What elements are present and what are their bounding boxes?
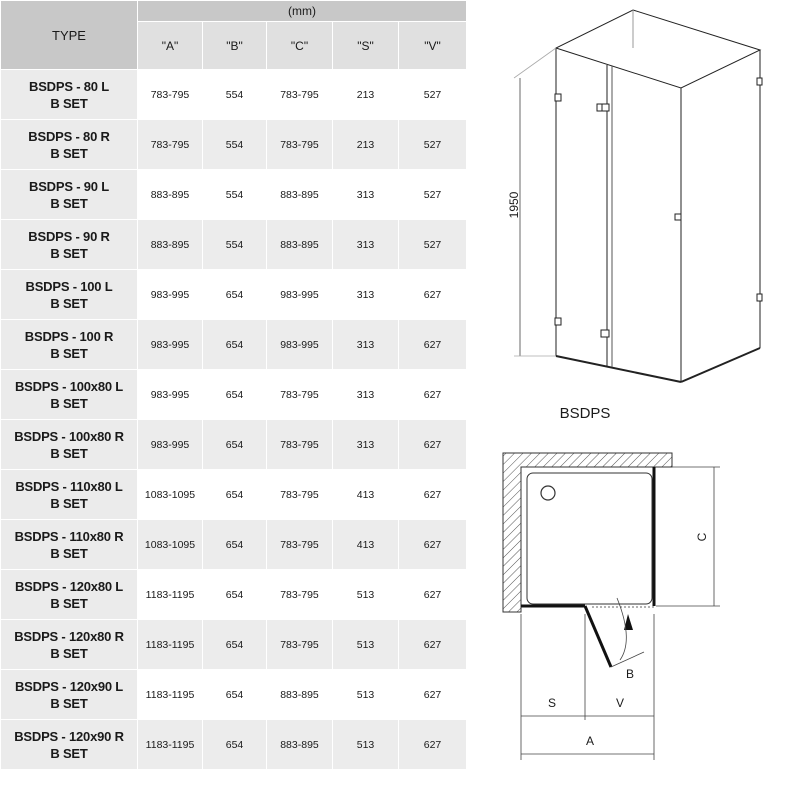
value-cell-c: 983-995	[267, 320, 333, 370]
type-set: B SET	[50, 445, 88, 461]
column-header-b: "B"	[203, 22, 267, 70]
value-cell-a: 983-995	[138, 320, 203, 370]
value-cell-c: 783-795	[267, 470, 333, 520]
value-cell-b: 654	[203, 320, 267, 370]
dim-c-label: C	[695, 532, 709, 542]
type-set: B SET	[50, 295, 88, 311]
type-set: B SET	[50, 545, 88, 561]
value-cell-c: 983-995	[267, 270, 333, 320]
value-cell-a: 783-795	[138, 120, 203, 170]
type-name: BSDPS - 120x90 R	[14, 728, 124, 744]
dim-b-label: B	[625, 667, 635, 681]
value-cell-c: 783-795	[267, 120, 333, 170]
type-name: BSDPS - 120x80 R	[14, 628, 124, 644]
type-set: B SET	[50, 395, 88, 411]
value-cell-c: 883-895	[267, 170, 333, 220]
value-cell-b: 554	[203, 220, 267, 270]
value-cell-c: 783-795	[267, 520, 333, 570]
value-cell-s: 513	[333, 720, 399, 770]
type-set: B SET	[50, 195, 88, 211]
value-cell-c: 883-895	[267, 670, 333, 720]
value-cell-v: 527	[399, 170, 467, 220]
value-cell-a: 1183-1195	[138, 720, 203, 770]
value-cell-s: 513	[333, 620, 399, 670]
column-header-v: "V"	[399, 22, 467, 70]
value-cell-a: 1083-1095	[138, 470, 203, 520]
value-cell-b: 554	[203, 70, 267, 120]
type-name: BSDPS - 80 L	[29, 78, 109, 94]
value-cell-a: 983-995	[138, 420, 203, 470]
value-cell-s: 313	[333, 320, 399, 370]
value-cell-s: 313	[333, 170, 399, 220]
value-cell-b: 654	[203, 670, 267, 720]
value-cell-s: 313	[333, 420, 399, 470]
type-name: BSDPS - 120x80 L	[14, 578, 124, 594]
value-cell-s: 313	[333, 270, 399, 320]
plan-view-drawing	[503, 453, 720, 760]
value-cell-a: 1183-1195	[138, 670, 203, 720]
value-cell-b: 654	[203, 370, 267, 420]
value-cell-c: 883-895	[267, 220, 333, 270]
value-cell-s: 313	[333, 370, 399, 420]
value-cell-v: 527	[399, 120, 467, 170]
unit-header: (mm)	[138, 1, 467, 22]
type-set: B SET	[50, 645, 88, 661]
value-cell-b: 554	[203, 170, 267, 220]
column-header-c: "C"	[267, 22, 333, 70]
value-cell-s: 313	[333, 220, 399, 270]
value-cell-a: 1183-1195	[138, 620, 203, 670]
type-name: BSDPS - 110x80 L	[15, 478, 123, 494]
height-label: 1950	[507, 191, 521, 219]
type-name: BSDPS - 80 R	[28, 128, 110, 144]
value-cell-b: 554	[203, 120, 267, 170]
value-cell-v: 627	[399, 320, 467, 370]
value-cell-a: 883-895	[138, 220, 203, 270]
value-cell-c: 783-795	[267, 70, 333, 120]
value-cell-c: 783-795	[267, 370, 333, 420]
dim-v-label: V	[615, 696, 625, 710]
type-set: B SET	[50, 745, 88, 761]
value-cell-s: 513	[333, 670, 399, 720]
value-cell-s: 513	[333, 570, 399, 620]
type-set: B SET	[50, 245, 88, 261]
value-cell-b: 654	[203, 270, 267, 320]
value-cell-v: 627	[399, 720, 467, 770]
type-name: BSDPS - 110x80 R	[14, 528, 124, 544]
value-cell-a: 883-895	[138, 170, 203, 220]
type-name: BSDPS - 90 L	[29, 178, 109, 194]
value-cell-b: 654	[203, 570, 267, 620]
type-name: BSDPS - 120x90 L	[14, 678, 124, 694]
value-cell-v: 627	[399, 420, 467, 470]
type-set: B SET	[50, 695, 88, 711]
value-cell-b: 654	[203, 420, 267, 470]
value-cell-a: 983-995	[138, 270, 203, 320]
type-set: B SET	[50, 495, 88, 511]
value-cell-v: 627	[399, 520, 467, 570]
value-cell-v: 627	[399, 620, 467, 670]
value-cell-b: 654	[203, 520, 267, 570]
value-cell-v: 627	[399, 370, 467, 420]
value-cell-c: 783-795	[267, 420, 333, 470]
type-header: TYPE	[1, 1, 138, 70]
type-set: B SET	[50, 145, 88, 161]
value-cell-v: 627	[399, 670, 467, 720]
value-cell-v: 627	[399, 270, 467, 320]
enclosure-3d-drawing	[555, 10, 762, 382]
dim-s-label: S	[547, 696, 557, 710]
value-cell-c: 883-895	[267, 720, 333, 770]
value-cell-s: 413	[333, 470, 399, 520]
value-cell-a: 1083-1095	[138, 520, 203, 570]
value-cell-b: 654	[203, 470, 267, 520]
product-label: BSDPS	[559, 405, 611, 422]
value-cell-v: 627	[399, 470, 467, 520]
value-cell-s: 213	[333, 70, 399, 120]
value-cell-s: 213	[333, 120, 399, 170]
value-cell-s: 413	[333, 520, 399, 570]
type-name: BSDPS - 100x80 R	[14, 428, 124, 444]
value-cell-v: 527	[399, 70, 467, 120]
type-set: B SET	[50, 345, 88, 361]
value-cell-a: 783-795	[138, 70, 203, 120]
value-cell-v: 527	[399, 220, 467, 270]
dim-a-label: A	[585, 734, 595, 748]
value-cell-c: 783-795	[267, 620, 333, 670]
type-set: B SET	[50, 595, 88, 611]
type-name: BSDPS - 100x80 L	[14, 378, 124, 394]
value-cell-v: 627	[399, 570, 467, 620]
column-header-a: "A"	[138, 22, 203, 70]
column-header-s: "S"	[333, 22, 399, 70]
type-name: BSDPS - 100 R	[24, 328, 114, 344]
type-set: B SET	[50, 95, 88, 111]
type-name: BSDPS - 90 R	[28, 228, 110, 244]
value-cell-b: 654	[203, 720, 267, 770]
value-cell-b: 654	[203, 620, 267, 670]
value-cell-a: 1183-1195	[138, 570, 203, 620]
value-cell-c: 783-795	[267, 570, 333, 620]
value-cell-a: 983-995	[138, 370, 203, 420]
type-name: BSDPS - 100 L	[25, 278, 113, 294]
